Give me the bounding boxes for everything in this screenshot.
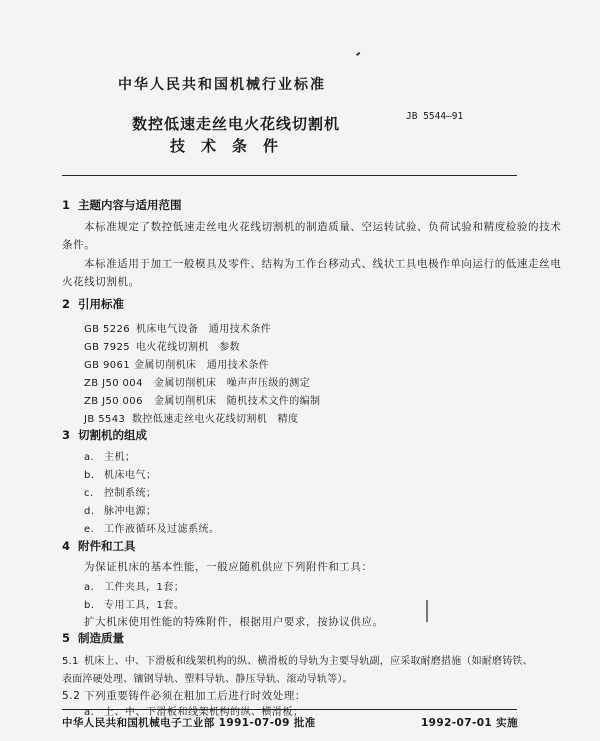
footer-divider: [62, 709, 517, 710]
list-text: 上、中、下滑板和线架机构的纵、横滑板；: [104, 707, 304, 718]
list-label: a.: [84, 452, 95, 463]
list-item: [84, 578, 184, 593]
list-label: c.: [84, 488, 94, 499]
list-text: 主机；: [104, 452, 136, 463]
reference-code: GB 9061: [84, 360, 131, 371]
paragraph-line: 本标准规定了数控低速走丝电火花线切割机的制造质量、空运转试验、负荷试验和精度检验的技术: [84, 221, 562, 233]
list-item: [84, 484, 157, 499]
clause-5-2: [62, 688, 306, 703]
header-divider: [62, 175, 517, 176]
list-label: e.: [84, 524, 95, 535]
section-title: 切割机的组成: [78, 428, 147, 442]
list-item: [84, 502, 157, 517]
reference-title: 金属切削机床 噪声声压级的测定: [154, 378, 310, 389]
paragraph-line: 火花线切割机。: [62, 276, 140, 288]
section-heading-4: [62, 538, 136, 554]
issuing-organization: 中华人民共和国机械行业标准: [118, 77, 326, 93]
reference-item: [84, 320, 271, 335]
paragraph-line: 本标准适用于加工一般模具及零件、结构为工作台移动式、线状工具电极作单向运行的低速走丝电: [84, 258, 562, 270]
reference-title: 数控低速走丝电火花线切割机 精度: [132, 414, 299, 425]
reference-item: [84, 410, 298, 425]
section-title: 附件和工具: [78, 539, 136, 553]
clause-number: 5.2: [62, 690, 81, 702]
paragraph-line: 扩大机床使用性能的特殊附件，根据用户要求，按协议供应。: [84, 616, 384, 628]
section-number: 1: [62, 198, 71, 212]
reference-code: JB 5543: [84, 414, 126, 425]
list-text: 控制系统；: [104, 488, 157, 499]
section-number: 2: [62, 297, 71, 311]
section-number: 5: [62, 631, 71, 645]
reference-item: [84, 374, 310, 389]
standard-number: JB 5544—91: [406, 111, 464, 122]
clause-text: 下列重要铸件必须在粗加工后进行时效处理：: [84, 690, 306, 702]
list-label: a.: [84, 707, 95, 718]
reference-item: [84, 338, 240, 353]
section-number: 4: [62, 539, 71, 553]
paragraph-line: 为保证机床的基本性能，一般应随机供应下列附件和工具：: [84, 561, 373, 573]
reference-title: 电火花线切割机 参数: [136, 342, 240, 353]
list-text: 机床电气；: [104, 470, 157, 481]
reference-item: [84, 392, 320, 407]
list-text: 工件夹具，1套；: [104, 582, 185, 593]
scan-mark: [426, 600, 428, 622]
reference-code: ZB J50 004: [84, 378, 143, 389]
list-label: b.: [84, 600, 95, 611]
document-title: 数控低速走丝电火花线切割机: [132, 115, 341, 133]
section-heading-1: [62, 197, 182, 213]
list-text: 工作液循环及过滤系统。: [104, 524, 220, 535]
list-label: d.: [84, 506, 95, 517]
section-heading-5: [62, 630, 124, 646]
reference-title: 金属切削机床 通用技术条件: [134, 360, 270, 371]
list-item: [84, 596, 184, 611]
reference-code: GB 7925: [84, 342, 131, 353]
list-label: a.: [84, 582, 95, 593]
list-item: [84, 466, 157, 481]
scan-mark: [356, 52, 360, 56]
paragraph-line: 条件。: [62, 239, 96, 251]
list-item: [84, 520, 220, 535]
paragraph-line: 表面淬硬处理、镶钢导轨、塑料导轨、静压导轨、滚动导轨等）。: [62, 674, 353, 685]
reference-code: ZB J50 006: [84, 396, 143, 407]
section-number: 3: [62, 428, 71, 442]
clause-number: 5.1: [62, 656, 79, 667]
list-text: 专用工具，1套。: [104, 600, 185, 611]
section-title: 引用标准: [78, 297, 124, 311]
reference-title: 金属切削机床 随机技术文件的编制: [154, 396, 321, 407]
clause-5-1: [62, 652, 533, 667]
reference-item: [84, 356, 269, 371]
implementation-date: 1992-07-01 实施: [420, 717, 518, 729]
list-item: [84, 448, 136, 463]
reference-code: GB 5226: [84, 324, 131, 335]
section-title: 主题内容与适用范围: [78, 198, 182, 212]
list-label: b.: [84, 470, 95, 481]
clause-text: 机床上、中、下滑板和线架机构的纵、横滑板的导轨为主要导轨副，应采取耐磨措施（如耐磨铸铁、: [84, 656, 533, 667]
document-subtitle: 技术条件: [170, 137, 295, 155]
list-text: 脉冲电源；: [104, 506, 157, 517]
reference-title: 机床电气设备 通用技术条件: [136, 324, 272, 335]
section-heading-3: [62, 427, 147, 443]
approval-info: 中华人民共和国机械电子工业部 1991-07-09 批准: [62, 717, 316, 729]
section-heading-2: [62, 296, 124, 312]
section-title: 制造质量: [78, 631, 124, 645]
